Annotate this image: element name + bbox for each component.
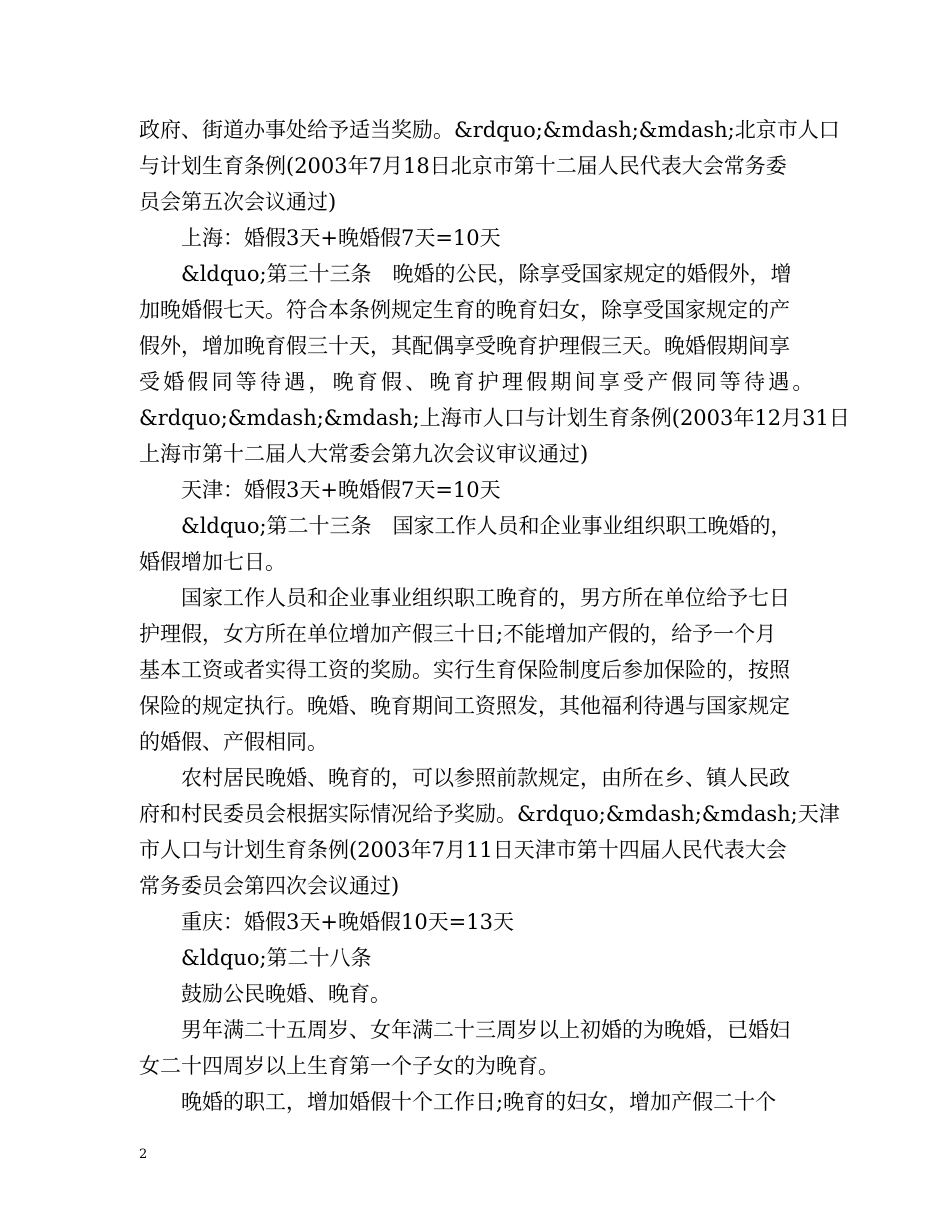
text-line-26: 男年满二十五周岁、女年满二十三周岁以上初婚的为晚婚，已婚妇 [181, 1018, 790, 1042]
text-line-27: 女二十四周岁以上生育第一个子女的为晚育。 [139, 1054, 559, 1078]
document-body [139, 112, 850, 1120]
text-line-13: 婚假增加七日。 [139, 550, 286, 574]
text-line-15: 护理假，女方所在单位增加产假三十日;不能增加产假的，给予一个月 [139, 622, 777, 646]
text-line-10: 上海市第十二届人大常委会第九次会议审议通过) [139, 442, 589, 466]
text-line-20: 府和村民委员会根据实际情况给予奖励。&rdquo;&mdash;&mdash;天津 [139, 802, 840, 826]
text-line-22: 常务委员会第四次会议通过) [139, 874, 400, 898]
page-number: 2 [139, 1147, 148, 1162]
text-line-7: 假外，增加晚育假三十天，其配偶享受晚育护理假三天。晚婚假期间享 [139, 334, 790, 358]
text-line-4: 上海：婚假3天+晚婚假7天=10天 [181, 226, 501, 250]
text-line-17: 保险的规定执行。晚婚、晚育期间工资照发，其他福利待遇与国家规定 [139, 694, 790, 718]
text-line-1: 政府、街道办事处给予适当奖励。&rdquo;&mdash;&mdash;北京市人口 [139, 118, 840, 142]
text-line-16: 基本工资或者实得工资的奖励。实行生育保险制度后参加保险的，按照 [139, 658, 790, 682]
text-line-21: 市人口与计划生育条例(2003年7月11日天津市第十四届人民代表大会 [139, 838, 787, 862]
text-line-23: 重庆：婚假3天+晚婚假10天=13天 [181, 910, 514, 934]
text-line-6: 加晚婚假七天。符合本条例规定生育的晚育妇女，除享受国家规定的产 [139, 298, 790, 322]
text-line-28: 晚婚的职工，增加婚假十个工作日;晚育的妇女，增加产假二十个 [181, 1090, 777, 1114]
text-line-19: 农村居民晚婚、晚育的，可以参照前款规定，由所在乡、镇人民政 [181, 766, 790, 790]
text-line-11: 天津：婚假3天+晚婚假7天=10天 [181, 478, 501, 502]
text-line-14: 国家工作人员和企业事业组织职工晚育的，男方所在单位给予七日 [181, 586, 790, 610]
text-line-24: &ldquo;第二十八条 [181, 946, 372, 970]
text-line-12: &ldquo;第二十三条 国家工作人员和企业事业组织职工晚婚的， [181, 514, 792, 538]
text-line-25: 鼓励公民晚婚、晚育。 [181, 982, 391, 1006]
text-line-8: 受婚假同等待遇，晚育假、晚育护理假期间享受产假同等待遇。 [139, 370, 817, 394]
text-line-2: 与计划生育条例(2003年7月18日北京市第十二届人民代表大会常务委 [139, 154, 787, 178]
text-line-3: 员会第五次会议通过) [139, 190, 337, 214]
text-line-5: &ldquo;第三十三条 晚婚的公民，除享受国家规定的婚假外，增 [181, 262, 792, 286]
text-line-9: &rdquo;&mdash;&mdash;上海市人口与计划生育条例(2003年12月31日 [139, 406, 850, 430]
text-line-18: 的婚假、产假相同。 [139, 730, 328, 754]
